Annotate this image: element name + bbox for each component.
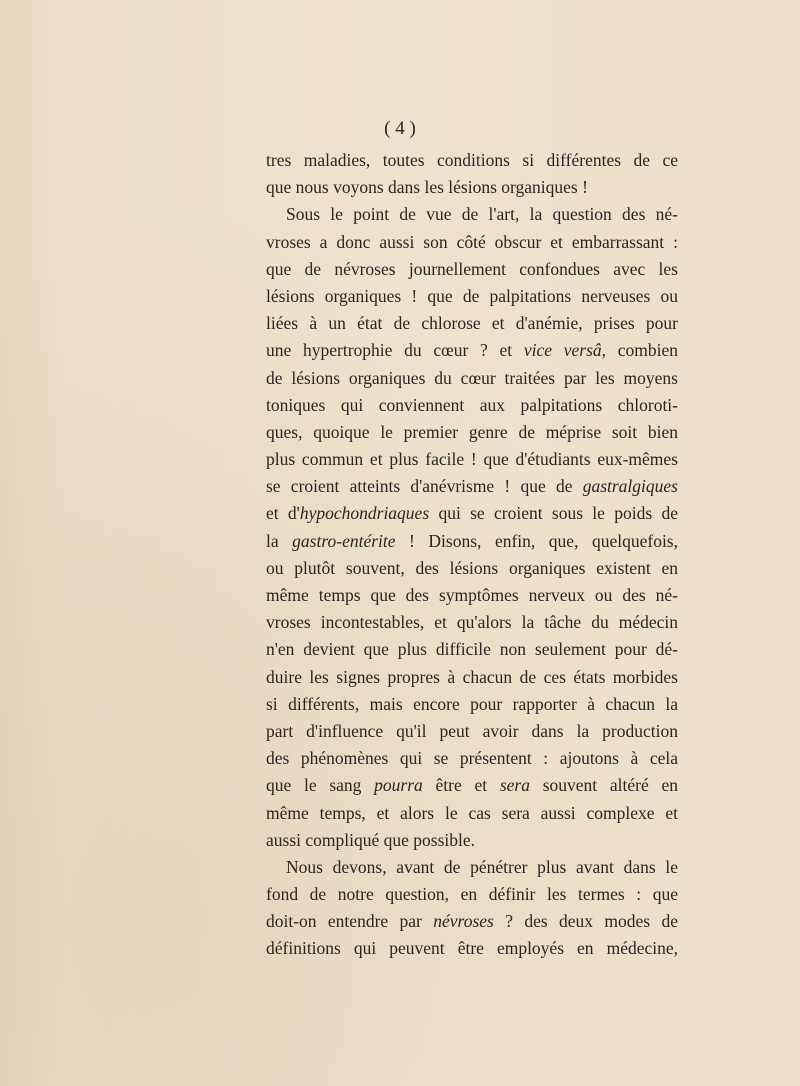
text-line	[266, 636, 678, 663]
text-line	[266, 365, 678, 392]
text-line	[266, 881, 678, 908]
text-line	[266, 528, 678, 555]
text-run: lésions organiques ! que de palpitations nerveuses ou	[266, 285, 678, 306]
text-line	[266, 500, 678, 527]
text-line	[266, 147, 678, 174]
text-line	[266, 772, 678, 799]
text-run: des phénomènes qui se présentent : ajoutons à cela	[266, 748, 678, 769]
text-run: que de névroses journellement confondues avec les	[266, 258, 678, 279]
italic-text: vice versâ	[523, 340, 602, 361]
text-run: vroses incontestables, et qu'alors la tâche du médecin	[266, 612, 678, 633]
text-line	[266, 854, 678, 881]
text-line	[266, 283, 678, 310]
text-run: aussi compliqué que possible.	[266, 829, 476, 850]
text-line	[266, 201, 678, 228]
text-run: si différents, mais encore pour rapporter à chacun la	[266, 693, 678, 714]
text-line	[266, 229, 678, 256]
text-run: toniques qui conviennent aux palpitations chloroti-	[266, 394, 678, 415]
text-run: ques, quoique le premier genre de méprise soit bien	[266, 421, 678, 442]
text-run: une hypertrophie du cœur ? et	[266, 340, 524, 361]
text-run: fond de notre question, en définir les termes : que	[266, 884, 678, 905]
text-run: duire les signes propres à chacun de ces états morbides	[266, 666, 678, 687]
text-run: vroses a donc aussi son côté obscur et embarrassant :	[266, 231, 678, 252]
text-line	[266, 337, 678, 364]
page-number: ( 4 )	[384, 118, 416, 139]
text-run: ? des deux modes de	[493, 911, 678, 932]
text-run: Sous le point de vue de l'art, la question des né-	[286, 204, 678, 225]
text-line	[266, 555, 678, 582]
text-run: se croient atteints d'anévrisme ! que de	[266, 476, 583, 497]
italic-text: hypochondriaques	[299, 503, 430, 524]
text-run: qui se croient sous le poids de	[429, 503, 678, 524]
text-line	[266, 827, 678, 854]
text-run: et d'	[266, 503, 300, 524]
text-line	[266, 582, 678, 609]
text-run: même temps, et alors le cas sera aussi complexe et	[266, 802, 678, 823]
text-run: souvent altéré en	[529, 775, 678, 796]
text-line	[266, 745, 678, 772]
text-run: plus commun et plus facile ! que d'étudiants eux-mêmes	[266, 449, 678, 470]
text-line	[266, 446, 678, 473]
text-line	[266, 174, 678, 201]
text-run: Nous devons, avant de pénétrer plus avant dans le	[286, 856, 678, 877]
text-run: tres maladies, toutes conditions si différentes de ce	[266, 150, 678, 170]
italic-text: gastro-entérite	[292, 530, 396, 551]
body-text	[266, 147, 678, 963]
italic-text: névroses	[433, 911, 494, 932]
text-run: , combien	[601, 340, 679, 361]
text-line	[266, 664, 678, 691]
text-line	[266, 800, 678, 827]
italic-text: gastralgiques	[582, 476, 678, 497]
text-run: de lésions organiques du cœur traitées par les moyens	[266, 367, 678, 388]
text-line	[266, 419, 678, 446]
italic-text: pourra	[374, 775, 423, 796]
text-line	[266, 908, 678, 935]
text-line	[266, 392, 678, 419]
text-run: même temps que des symptômes nerveux ou des né-	[266, 585, 678, 605]
text-run: ou plutôt souvent, des lésions organiques existent en	[266, 557, 678, 578]
text-run: liées à un état de chlorose et d'anémie, prises pour	[266, 313, 678, 334]
text-run: que nous voyons dans les lésions organiques !	[266, 177, 588, 198]
text-run: doit-on entendre par	[266, 911, 434, 932]
text-run: que le sang	[266, 775, 375, 796]
text-run: ! Disons, enfin, que, quelquefois,	[395, 530, 678, 551]
text-line	[266, 718, 678, 745]
text-run: n'en devient que plus difficile non seulement pour dé-	[266, 639, 678, 660]
text-line	[266, 473, 678, 500]
text-run: la	[266, 530, 293, 551]
text-run: définitions qui peuvent être employés en médecine,	[266, 938, 678, 959]
text-line	[266, 935, 678, 962]
text-run: être et	[422, 775, 500, 796]
text-run: part d'influence qu'il peut avoir dans la production	[266, 720, 678, 741]
text-line	[266, 310, 678, 337]
text-line	[266, 609, 678, 636]
text-line	[266, 691, 678, 718]
text-line	[266, 256, 678, 283]
italic-text: sera	[499, 775, 530, 796]
